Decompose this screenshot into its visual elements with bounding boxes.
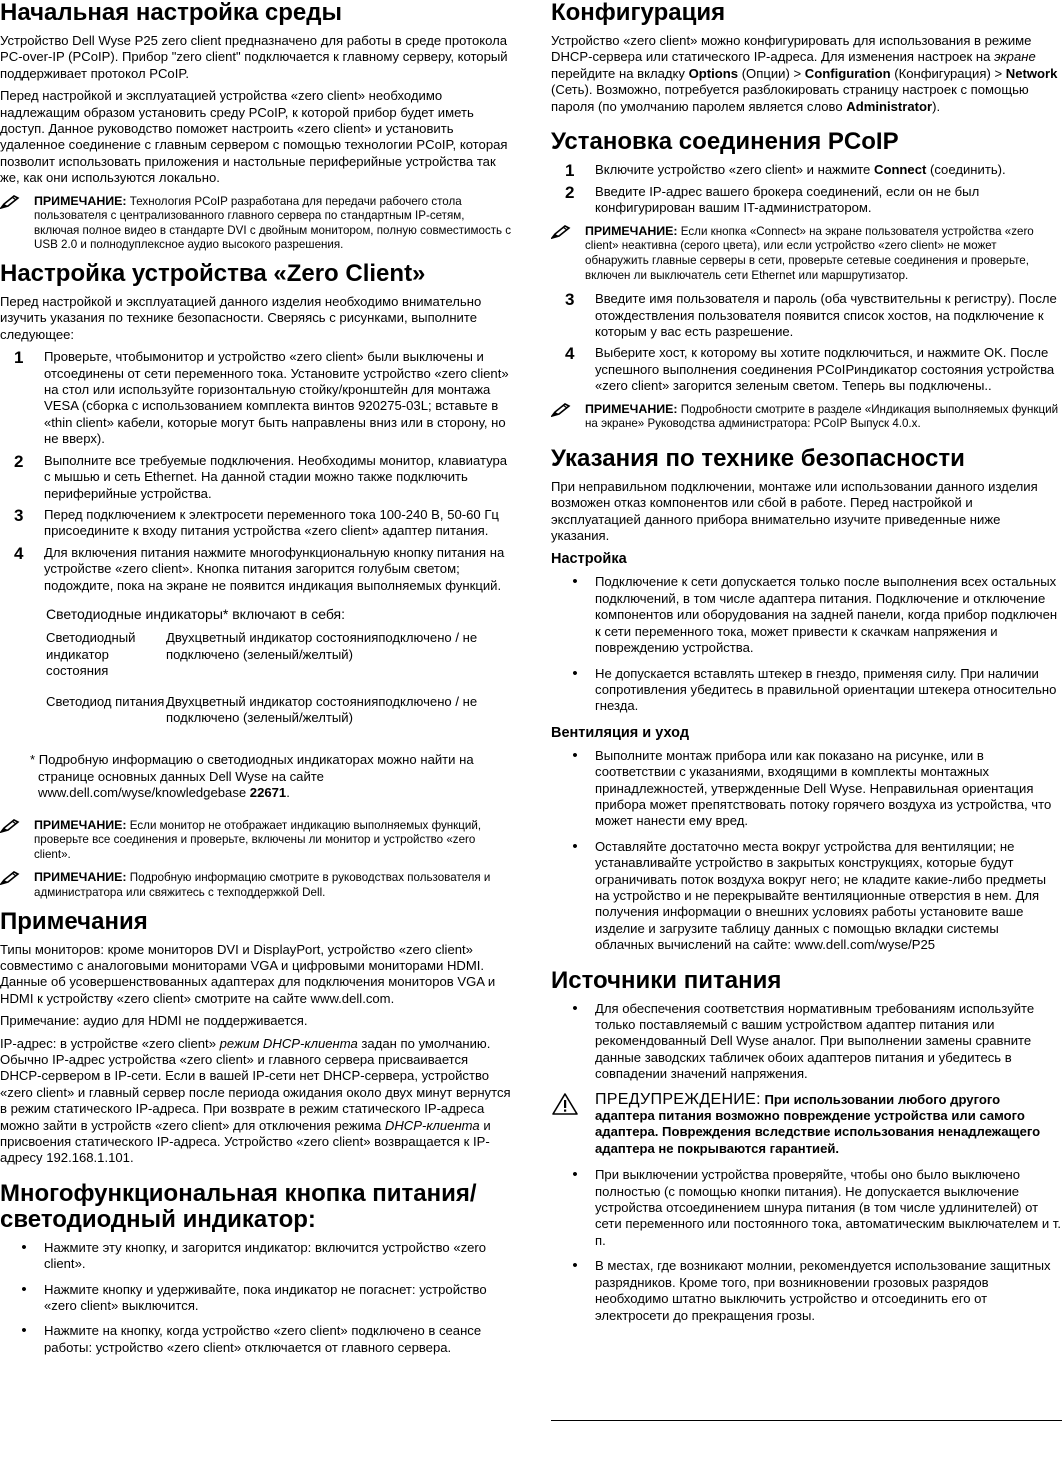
section-title-power-sources: Источники питания <box>551 966 782 994</box>
bullet-icon: • <box>572 664 578 682</box>
bottom-divider <box>551 1420 1062 1421</box>
text-run-italic: режим DHCP-клиента <box>219 1035 358 1051</box>
step-item <box>0 545 512 594</box>
led-desc: Двухцветный индикатор состоянияподключено / не подключено (зеленый/желтый) <box>166 693 478 725</box>
note-block <box>551 224 1061 283</box>
bullet-icon: • <box>572 746 578 764</box>
text-run: Включите устройство «zero client» и нажмите <box>595 162 874 178</box>
section-title-zero-client-setup: Настройка устройства «Zero Client» <box>0 260 426 288</box>
bullet-icon: • <box>572 999 578 1017</box>
step-number: 1 <box>14 348 24 368</box>
led-name: Светодиодный индикатор состояния <box>46 630 136 679</box>
step-text: Выполните все требуемые подключения. Необходимы монитор, клавиатура с мышью и сеть Ethernet. На данной стадии можно также подключить периферийные устройства. <box>44 452 508 501</box>
bullet-item <box>551 1167 1061 1249</box>
bullet-item <box>0 1240 512 1273</box>
step-number: 4 <box>14 543 24 563</box>
note-label: ПРИМЕЧАНИЕ: <box>585 401 678 416</box>
text-run: IP-адрес: в устройстве «zero client» <box>0 1035 220 1051</box>
text-run: (Опции) > <box>738 65 805 81</box>
footnote-end: . <box>286 785 290 801</box>
bullet-icon: • <box>572 1166 578 1184</box>
bullet-text: Для обеспечения соответствия нормативным требованиям используйте только поставляемый с вашим устройством адаптер питания или рекомендованный Dell Wyse аналог. При выполнении замены сравните данные заводских табличек обоих адаптеров питания и убедитесь в совпадении значений напряжения. <box>595 1000 1035 1082</box>
section-title-notes: Примечания <box>0 907 148 935</box>
bullet-text: Нажмите кнопку и удерживайте, пока индикатор не погаснет: устройство «zero client» выключится. <box>44 1281 487 1314</box>
section-title-configuration: Конфигурация <box>551 0 726 26</box>
step-text: Для включения питания нажмите многофункциональную кнопку питания на устройстве «zero client». Кнопка питания загорится голубым светом; подождите, пока на экране не появится индикация выполняемых функций. <box>44 544 505 593</box>
bullet-text: Подключение к сети допускается только после выполнения всех остальных подключений, в том числе адаптера питания. Подключение и отключение компонентов или оборудования на задней панели, когда прибор подключен к сети переменного тока, может привести к скачкам напряжения и повреждению устройства. <box>595 574 1058 656</box>
text-run-italic: DHCP-клиента <box>384 1117 480 1133</box>
step-item <box>551 184 1061 217</box>
text-run-italic: экране <box>994 49 1036 65</box>
step-item <box>0 453 512 502</box>
paragraph: Типы мониторов: кроме мониторов DVI и DisplayPort, устройство «zero client» совместимо с аналоговыми мониторами VGA и цифровыми мониторами HDMI. Данные об усовершенствованных адаптерах для подключения мониторов VGA и HDMI к устройству «zero client» смотрите на сайте www.dell.com. <box>0 941 496 1006</box>
bullet-item <box>551 574 1061 656</box>
warning-triangle-icon <box>551 1092 595 1158</box>
step-number: 1 <box>565 161 575 181</box>
ui-term-configuration: Configuration <box>804 65 891 81</box>
bullet-item <box>0 1282 512 1315</box>
paragraph <box>551 33 1061 115</box>
bullet-icon: • <box>21 1280 27 1298</box>
bullet-item <box>551 1258 1061 1324</box>
step-text <box>595 162 1061 179</box>
bullet-text: Оставляйте достаточно места вокруг устройства для вентиляции; не устанавливайте устройство в закрытых конструкциях, которые будут ограничивать поток воздуха вокруг него; не кладите какие-либо предметы на устройство и не перекрывайте вентиляционные отверстия в нем. Для получения информации о внешних условиях работы установите ваше изделие и загрузите таблицу данных с помощью вкладки системы облачных вычислений на сайте: www.dell.com/wyse/P25 <box>595 838 1047 953</box>
note-label: ПРИМЕЧАНИЕ: <box>585 223 678 238</box>
ui-term-options: Options <box>688 65 739 81</box>
warning-text: При использовании любого другого адаптера питания возможно повреждение устройства или самого адаптера. Повреждения вследствие использования ненадлежащего адаптера не покрываются гарантией. <box>595 1091 1041 1156</box>
bullet-text: Нажмите эту кнопку, и загорится индикатор: включится устройство «zero client». <box>44 1239 487 1272</box>
paragraph: При неправильном подключении, монтаже или использовании данного изделия возможен отказ компонентов или сбой в работе. Перед настройкой и эксплуатацией данного прибора внимательно изучите приведенные ниже указания. <box>551 478 1038 544</box>
text-run: (Сеть). Возможно, потребуется разблокировать страницу настроек с помощью пароля (по умолчанию паролем является слово <box>551 82 1029 114</box>
table-row <box>46 694 512 741</box>
section-title-environment: Начальная настройка среды <box>0 0 343 26</box>
note-label: ПРИМЕЧАНИЕ: <box>34 870 127 885</box>
bullet-item <box>551 666 1061 715</box>
text-run: (Конфигурация) > <box>890 65 1006 81</box>
bullet-text: В местах, где возникают молнии, рекомендуется использование защитных разрядников. Кроме того, при возникновении грозовых разрядов необходимо штатно выключить устройство и отсоединить его от электросети до прекращения грозы. <box>595 1258 1051 1323</box>
paragraph: Устройство Dell Wyse P25 zero client предназначено для работы в среде протокола PC-over-IP (PCoIP). Прибор "zero client" подключается к главному серверу, который поддерживает протокол PCoIP. <box>0 33 508 81</box>
step-item <box>0 507 512 540</box>
led-desc: Двухцветный индикатор состоянияподключено / не подключено (зеленый/желтый) <box>166 630 478 662</box>
step-number: 4 <box>565 344 575 364</box>
text-run: перейдите на вкладку <box>551 65 689 81</box>
paragraph: Примечание: аудио для HDMI не поддерживается. <box>0 1013 308 1029</box>
text-run: ). <box>932 98 941 114</box>
note-block <box>0 870 512 900</box>
step-text: Перед подключением к электросети переменного тока 100-240 В, 50-60 Гц присоедините к входу питания устройства «zero client» адаптер питания. <box>44 506 499 539</box>
step-item <box>551 162 1061 179</box>
step-text: Проверьте, чтобымонитор и устройство «zero client» были выключены и отсоединены от сети переменного тока. Установите устройство «zero client» на стол или используйте горизонтальную стойку/кронштейн для монтажа VESA (сборка с использованием комплекта винтов 920275-03L; вставьте в «thin client» кабели, которые могут быть направлены вниз или в сторону, но не вверх). <box>44 349 509 447</box>
bullet-text: Не допускается вставлять штекер в гнездо, применяя силу. При наличии сопротивления убедитесь в правильной ориентации штекера относительно гнезда. <box>595 665 1057 714</box>
section-title-power-button: Многофункциональная кнопка питания/светодиодный индикатор: <box>0 1179 477 1233</box>
subsection-title-setup: Настройка <box>551 551 627 568</box>
note-label: ПРИМЕЧАНИЕ: <box>34 193 127 208</box>
bullet-item <box>551 1001 1061 1083</box>
ui-term-network: Network <box>1005 65 1058 81</box>
section-title-pcoip-connection: Установка соединения PCoIP <box>551 128 899 156</box>
led-heading: Светодиодные индикаторы* включают в себя: <box>46 605 346 622</box>
paragraph: Перед настройкой и эксплуатацией устройства «zero client» необходимо надлежащим образом установить среду PCoIP, к которой прибор будет иметь доступ. Данное руководство поможет настроить «zero client» и установить удаленное соединение с главным сервером с помощью технологии PCoIP, которая позволит использовать приложения и настольные периферийные устройства так же, как они используются локально. <box>0 88 508 186</box>
footnote-text: * Подробную информацию о светодиодных индикаторах можно найти на странице основных данных Dell Wyse на сайте www.dell.com/wyse/knowledgebase <box>30 752 474 801</box>
led-table <box>46 630 512 740</box>
step-text: Выберите хост, к которому вы хотите подключиться, и нажмите OK. После успешного выполнения соединения PCoIPиндикатор состояния устройства «zero client» загорится зеленым светом. Теперь вы подключены.. <box>595 345 1055 394</box>
text-run: (соединить). <box>926 162 1006 178</box>
step-text: Введите IP-адрес вашего брокера соединений, если он не был конфигурирован вашим IT-администратором. <box>595 184 980 216</box>
note-text: Подробную информацию смотрите в руководствах пользователя и администратора или свяжитесь с техподдержкой Dell. <box>34 871 491 899</box>
step-number: 2 <box>14 451 24 471</box>
note-text: Если монитор не отображает индикацию выполняемых функций, проверьте все соединения и проверьте, включены ли монитор и устройство «zero client». <box>34 818 482 861</box>
bullet-icon: • <box>572 573 578 591</box>
bullet-icon: • <box>572 837 578 855</box>
step-item <box>551 345 1061 394</box>
setup-steps <box>0 349 512 594</box>
note-text: Подробности смотрите в разделе «Индикация выполняемых функций на экране» Руководства администратора: PCoIP Выпуск 4.0.x. <box>585 402 1059 431</box>
note-block <box>0 818 512 863</box>
bullet-icon: • <box>21 1322 27 1340</box>
step-number: 3 <box>14 505 24 525</box>
bullet-icon: • <box>21 1238 27 1256</box>
led-name: Светодиод питания <box>46 693 165 709</box>
step-item <box>551 291 1061 340</box>
note-block <box>0 194 512 253</box>
step-item <box>0 349 512 447</box>
bullet-item <box>551 839 1061 954</box>
bullet-item <box>0 1323 512 1356</box>
pencil-icon <box>0 194 34 253</box>
step-number: 2 <box>565 183 575 203</box>
text-run: задан по умолчанию. Обычно IP-адрес устройства «zero client» и главного сервера присваивается DHCP-сервером в IP-сети. Если в вашей IP-сети нет DHCP-сервера, устройство «zero client» и главный сервер после периода ожидания около двух минут вернутся в режим статического IP-адреса. При возврате в режим статического IP-адреса можно зайти в устройств «zero client» для отключения режима <box>0 1035 511 1133</box>
right-column <box>551 0 1061 1333</box>
note-text: Технология PCoIP разработана для передачи рабочего стола пользователя с централизованного главного сервера по стандартным IP-сетям, включая полное видео в стандарте DVI с двойным монитором, полную совместимость с USB 2.0 и полнодуплексное аудио высокого разрешения. <box>34 194 512 252</box>
subsection-title-ventilation: Вентиляция и уход <box>551 724 690 741</box>
text-run: Устройство «zero client» можно конфигурировать для использования в режиме DHCP-сервера или статического IP-адреса. Для изменения настроек на <box>551 33 1032 65</box>
bullet-text: Выполните монтаж прибора или как показано на рисунке, или в соответствии с указаниями, входящими в комплекты монтажных принадлежностей, утвержденные Dell Wyse. Неправильная ориентация прибора может препятствовать потоку горячего воздуха из устройства, что может нанести ему вред. <box>595 747 1052 829</box>
warning-block <box>551 1092 1061 1158</box>
pencil-icon <box>0 870 34 900</box>
footnote <box>30 752 512 801</box>
text-run: и присвоения статического IP-адреса. Устройство «zero client» возвращается к IP-адресу 192.168.1.101. <box>0 1117 491 1166</box>
left-column <box>0 0 512 1365</box>
table-row <box>46 630 512 693</box>
pencil-icon <box>551 224 585 283</box>
note-block <box>551 402 1061 432</box>
ui-term-connect: Connect <box>873 162 927 178</box>
paragraph: Перед настройкой и эксплуатацией данного изделия необходимо внимательно изучить указания по технике безопасности. Сверяясь с рисунками, выполните следующее: <box>0 294 482 342</box>
pencil-icon <box>551 402 585 432</box>
note-label: ПРИМЕЧАНИЕ: <box>34 817 127 832</box>
warning-label: ПРЕДУПРЕЖДЕНИЕ: <box>595 1090 761 1108</box>
bullet-text: При выключении устройства проверяйте, чтобы оно было выключено полностью (с помощью кнопки питания). Не допускается выключение устройства отсоединением шнура питания (в том числе удлинителей) от сети переменного или постоянного тока, автоматическим выключателем и т. п. <box>595 1167 1061 1248</box>
step-text: Введите имя пользователя и пароль (оба чувствительны к регистру). После отождествления пользователя появится список хостов, на подключение к которым у вас есть разрешение. <box>595 291 1057 340</box>
section-title-safety: Указания по технике безопасности <box>551 444 965 472</box>
footnote-number: 22671 <box>249 785 287 801</box>
note-text: Если кнопка «Connect» на экране пользователя устройства «zero client» неактивна (серого цвета), или если устройство «zero client» не может обнаружить главные серверы в сети, проверьте сетевые соединения и проверьте, включен ли выключатель сети Ethernet или маршрутизатор. <box>585 224 1034 282</box>
paragraph <box>0 1036 512 1167</box>
pencil-icon <box>0 818 34 863</box>
bullet-icon: • <box>572 1257 578 1275</box>
bullet-text: Нажмите на кнопку, когда устройство «zero client» подключено в сеансе работы: устройство «zero client» отключается от главного сервера. <box>44 1323 482 1355</box>
step-number: 3 <box>565 290 575 310</box>
bullet-item <box>551 748 1061 830</box>
ui-term-administrator: Administrator <box>846 98 933 114</box>
